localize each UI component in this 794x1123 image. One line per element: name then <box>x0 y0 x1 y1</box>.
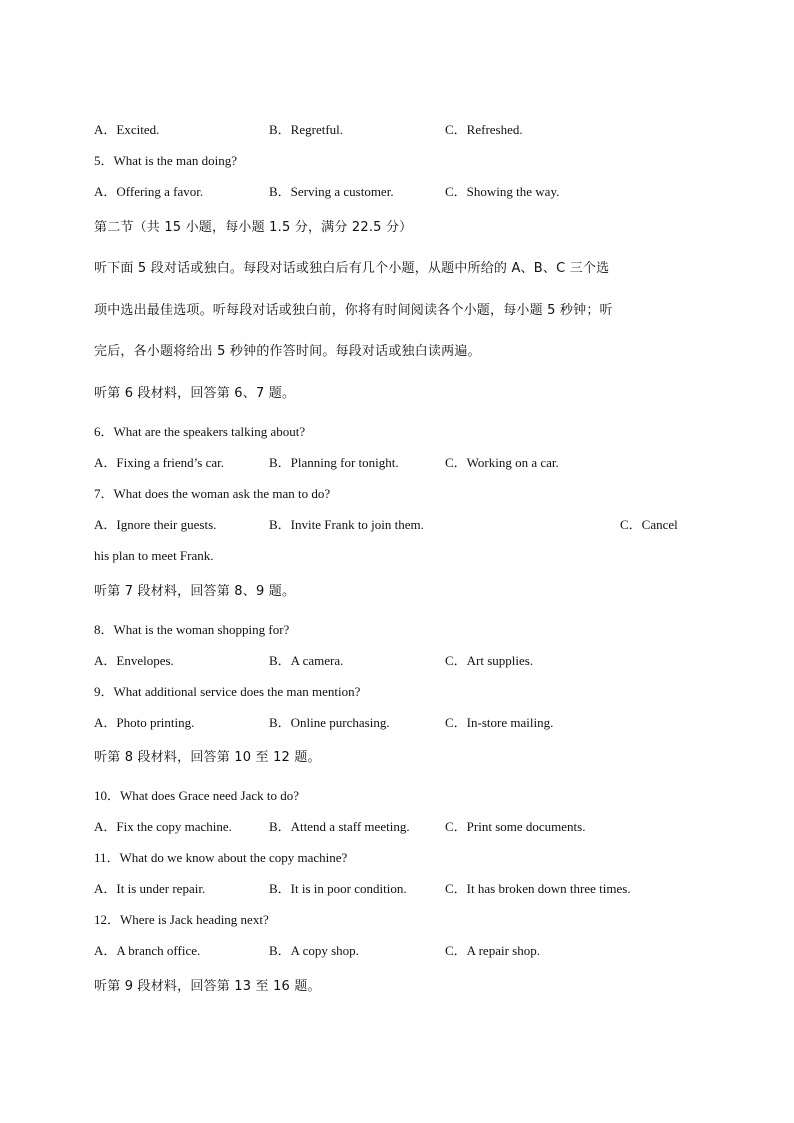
q6-option-a: A．Fixing a friend’s car. <box>94 455 224 470</box>
q12-option-b: B．A copy shop. <box>269 943 359 958</box>
q5-question: 5．What is the man doing? <box>94 153 237 168</box>
q7-option-c: C．Cancel <box>620 517 678 532</box>
q9-option-b: B．Online purchasing. <box>269 715 390 730</box>
section2-instruction-1: 听下面 5 段对话或独白。每段对话或独白后有几个小题，从题中所给的 A、B、C 三个选 <box>94 261 610 276</box>
part7-header: 听第 7 段材料，回答第 8、9 题。 <box>94 584 296 599</box>
q5-option-b: B．Serving a customer. <box>269 184 394 199</box>
q8-question: 8．What is the woman shopping for? <box>94 622 290 637</box>
q11-question: 11．What do we know about the copy machine? <box>94 850 348 865</box>
q6-question: 6．What are the speakers talking about? <box>94 424 306 439</box>
q4-option-b: B．Regretful. <box>269 122 344 137</box>
q9-question: 9．What additional service does the man mention? <box>94 684 361 699</box>
part8-header: 听第 8 段材料，回答第 10 至 12 题。 <box>94 750 321 765</box>
q4-option-a: A．Excited. <box>94 122 160 137</box>
q10-question: 10．What does Grace need Jack to do? <box>94 788 300 803</box>
q12-question: 12．Where is Jack heading next? <box>94 912 269 927</box>
q4-option-c: C．Refreshed. <box>445 122 523 137</box>
q6-option-c: C．Working on a car. <box>445 455 559 470</box>
q7-option-b: B．Invite Frank to join them. <box>269 517 424 532</box>
part9-header: 听第 9 段材料，回答第 13 至 16 题。 <box>94 979 321 994</box>
q12-option-c: C．A repair shop. <box>445 943 540 958</box>
q11-option-c: C．It has broken down three times. <box>445 881 631 896</box>
q8-option-c: C．Art supplies. <box>445 653 534 668</box>
section2-instruction-3: 完后，各小题将给出 5 秒钟的作答时间。每段对话或独白读两遍。 <box>94 344 481 359</box>
q5-option-a: A．Offering a favor. <box>94 184 204 199</box>
q7-option-c-continued: his plan to meet Frank. <box>94 548 214 563</box>
q10-option-b: B．Attend a staff meeting. <box>269 819 410 834</box>
q7-question: 7．What does the woman ask the man to do? <box>94 486 331 501</box>
part6-header: 听第 6 段材料，回答第 6、7 题。 <box>94 386 296 401</box>
section2-instruction-2: 项中选出最佳选项。听每段对话或独白前，你将有时间阅读各个小题，每小题 5 秒钟；听 <box>94 303 613 318</box>
q9-option-c: C．In-store mailing. <box>445 715 554 730</box>
q10-option-c: C．Print some documents. <box>445 819 586 834</box>
q12-option-a: A．A branch office. <box>94 943 201 958</box>
q7-option-a: A．Ignore their guests. <box>94 517 217 532</box>
q11-option-b: B．It is in poor condition. <box>269 881 407 896</box>
section2-title: 第二节（共 15 小题，每小题 1.5 分，满分 22.5 分） <box>94 220 413 235</box>
q9-option-a: A．Photo printing. <box>94 715 195 730</box>
q11-option-a: A．It is under repair. <box>94 881 206 896</box>
q8-option-b: B．A camera. <box>269 653 344 668</box>
q6-option-b: B．Planning for tonight. <box>269 455 399 470</box>
q5-option-c: C．Showing the way. <box>445 184 560 199</box>
q8-option-a: A．Envelopes. <box>94 653 174 668</box>
q10-option-a: A．Fix the copy machine. <box>94 819 232 834</box>
